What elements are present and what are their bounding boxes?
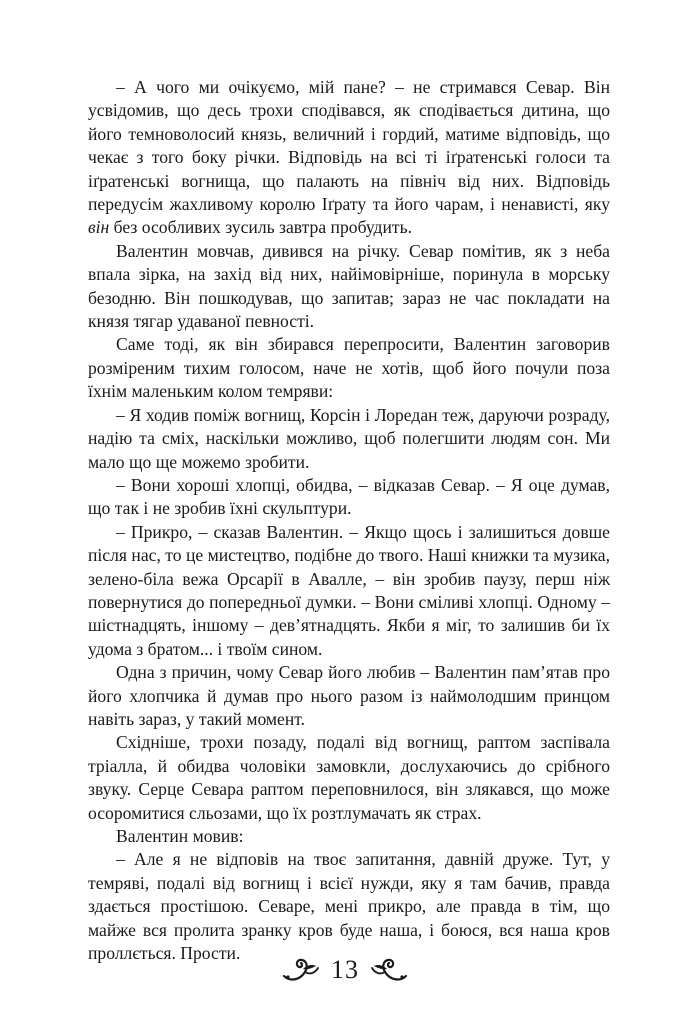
- paragraph-10: – Але я не відповів на твоє запитання, давній друже. Тут, у темряві, подалі від вогнищ і всієї нужди, яку я там бачив, правда здається простішою. Севаре, мені прикро, але правда в тім, що майже вся пролита зранку кров буде наша, і боюся, вся наша кров проллється. Прости.: [88, 849, 610, 964]
- paragraph-2: Валентин мовчав, дивився на річку. Севар помітив, як з неба впала зірка, на захід від них, найімовірніше, поринула в морську безодню. Він пошкодував, що запитав; зараз не час покладати на князя тягар удаваної певності.: [88, 240, 610, 332]
- paragraph-1-tail: без особливих зусиль завтра пробудить.: [109, 217, 413, 238]
- swirl-ornament-left-icon: [281, 955, 321, 985]
- paragraph-9: Валентин мовив:: [116, 826, 244, 846]
- paragraph-4: – Я ходив поміж вогнищ, Корсін і Лоредан теж, даруючи розраду, надію та сміх, наскільки можливо, щоб полегшити людям сон. Ми мало що ще можемо зробити.: [88, 404, 610, 472]
- page-number: 13: [331, 955, 359, 984]
- emphasis-word: він: [88, 217, 110, 238]
- paragraph-5: – Вони хороші хлопці, обидва, – відказав Севар. – Я оце думав, що так і не зробив їхні скульптури.: [88, 474, 610, 519]
- paragraph-3: Саме тоді, як він збирався перепросити, Валентин заговорив розміреним тихим голосом, наче не хотів, щоб його почули поза їхнім маленьким колом темряви:: [88, 334, 610, 402]
- paragraph-1-text: – А чого ми очікуємо, мій пане? – не стримався Севар. Він усвідомив, що десь трохи сподівався, як сподівається дитина, що його темноволосий князь, величний і гордий, матиме відповідь, що чекає з того боку річки. Відповідь на всі ті іґратенські голоси та іґратенські вогнища, що палають на північ від них. Відповідь передусім жахливому королю Іґрату та його чарам, і ненависті, яку: [88, 77, 610, 215]
- page-footer: [0, 950, 690, 990]
- swirl-ornament-right-icon: [369, 955, 409, 985]
- paragraph-7: Одна з причин, чому Севар його любив – Валентин пам’ятав про його хлопчика й думав про нього разом із наймолодшим принцом навіть зараз, у такий момент.: [88, 662, 610, 729]
- page-body: [88, 76, 610, 965]
- paragraph-8: Східніше, трохи позаду, подалі від вогнищ, раптом заспівала тріалла, й обидва чоловіки замовкли, дослухаючись до срібного звуку. Серце Севара раптом переповнилося, він злякався, що може осоромитися сльозами, що їх розтлумачать як страх.: [88, 732, 610, 823]
- paragraph-1: [88, 76, 610, 240]
- paragraph-6: – Прикро, – сказав Валентин. – Якщо щось і залишиться довше після нас, то це мистецтво, подібне до твого. Наші книжки та музика, зелено-біла вежа Орсарії в Авалле, – він зробив паузу, перш ніж повернутися до попередньої думки. – Вони сміливі хлопці. Одному – шістнадцять, іншому – дев’ятнадцять. Якби я міг, то залишив би їх удома з братом... і твоїм сином.: [88, 521, 610, 659]
